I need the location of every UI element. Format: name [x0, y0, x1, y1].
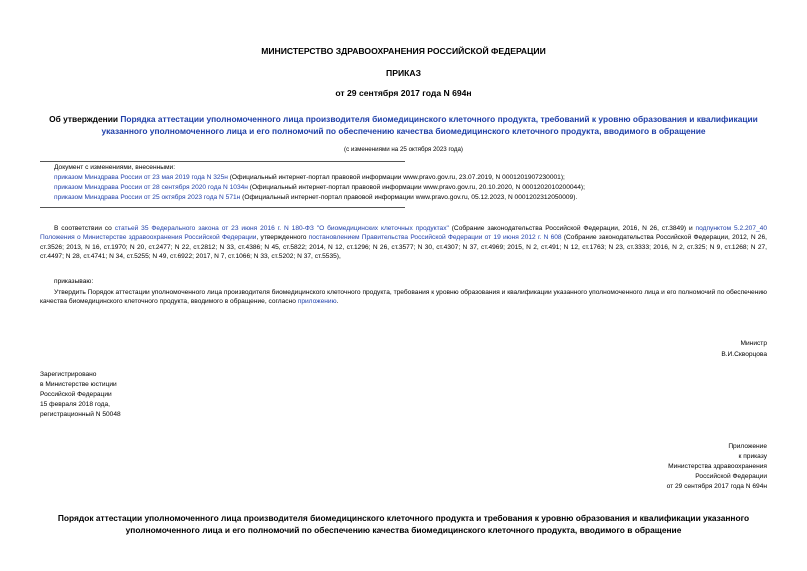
registration-block [40, 370, 290, 419]
amendments-block [54, 164, 774, 203]
title-prefix: Об утверждении [49, 114, 121, 124]
amendments-top-divider [40, 161, 405, 162]
ministry-name: МИНИСТЕРСТВО ЗДРАВООХРАНЕНИЯ РОССИЙСКОЙ ФЕДЕРАЦИИ [261, 46, 546, 56]
regulation-subpoint-link[interactable]: подпунктом 5.2.207_40 Положения о Министерстве здравоохранения Российской Федерации [40, 225, 767, 242]
signature-name: В.И.Скворцова [721, 350, 767, 358]
appendix-line: Приложение [728, 443, 767, 450]
appendix-line: Министерства здравоохранения [668, 462, 767, 470]
amendment-link[interactable]: приказом Минздрава России от 23 мая 2019 года N 325н [54, 173, 228, 181]
amendment-item: приказом Минздрава России от 23 мая 2019 года N 325н (Официальный интернет-портал правовой информации www.pravo.gov.ru, 23.07.2019, N 0001201907230001); [54, 173, 565, 181]
amendment-link[interactable]: приказом Минздрава России от 28 сентября 2020 года N 1034н [54, 183, 248, 191]
appendix-header [500, 442, 767, 491]
order-paragraph: Утвердить Порядок аттестации уполномоченного лица производителя биомедицинского клеточного продукта, требования к уровню образования и квалификации указанного уполномоченного лица и его полномочий по обеспечению качества биомедицинского клеточного продукта, вводимого в обращение, согласно приложению. [40, 289, 767, 306]
government-decree-link[interactable]: постановлением Правительства Российской Федерации от 19 июня 2012 г. N 608 [308, 234, 562, 242]
signature-position: Министр [740, 340, 767, 347]
appendix-line: к приказу [738, 452, 767, 460]
document-type: ПРИКАЗ [386, 68, 421, 78]
amendments-bottom-divider [40, 207, 405, 208]
registration-line: в Министерстве юстиции [40, 380, 117, 388]
registration-line: Зарегистрировано [40, 371, 97, 378]
document-date-number: от 29 сентября 2017 года N 694н [335, 88, 472, 98]
appendix-title: Порядок аттестации уполномоченного лица производителя биомедицинского клеточного продукта и требования к уровню образования и квалификации указанного уполномоченного лица и его полномочий по обеспечению качества биомедицинского клеточного продукта, вводимого в обращение [57, 513, 750, 535]
revision-note: (с изменениями на 25 октября 2023 года) [344, 146, 463, 153]
amendment-item: приказом Минздрава России от 25 октября 2023 года N 571н (Официальный интернет-портал правовой информации www.pravo.gov.ru, 05.12.2023, N 0001202312050009). [54, 193, 578, 201]
amendments-intro: Документ с изменениями, внесенными: [54, 164, 176, 171]
amendment-link[interactable]: приказом Минздрава России от 25 октября 2023 года N 571н [54, 193, 241, 201]
signature-block [500, 340, 767, 360]
order-word: приказываю: [54, 278, 94, 285]
document-title [40, 114, 767, 138]
registration-line: регистрационный N 50048 [40, 410, 121, 418]
appendix-link[interactable]: приложению [297, 298, 337, 306]
preamble-paragraph: В соответствии со статьей 35 Федерального закона от 23 июня 2016 г. N 180-ФЗ "О биомедицинских клеточных продуктах" (Собрание законодательства Российской Федерации, 2016, N 26, ст.3849) и подпунктом 5.2.207_40 Положения о Министерстве здравоохранения Российской Федерации, утвержденного постановлением Правительства Российской Федерации от 19 июня 2012 г. N 608 (Собрание законодательства Российской Федерации, 2012, N 26, ст.3526; 2013, N 16, ст.1970; N 20, ст.2477; N 22, ст.2812; N 33, ст.4386; N 45, ст.5822; 2014, N 12, ст.1296; N 26, ст.3577; N 30, ст.4307; N 37, ст.4969; 2015, N 2, ст.491; N 12, ст.1763; N 23, ст.3333; 2016, N 2, ст.325; N 9, ст.1268; N 27, ст.4497; N 28, ст.4741; N 34, ст.5255; N 49, ст.6922; 2017, N 7, ст.1066; N 33, ст.5202; N 37, ст.5535), [40, 225, 767, 261]
appendix-line: от 29 сентября 2017 года N 694н [666, 482, 767, 490]
registration-line: Российской Федерации [40, 390, 112, 398]
amendment-item: приказом Минздрава России от 28 сентября 2020 года N 1034н (Официальный интернет-портал правовой информации www.pravo.gov.ru, 20.10.2020, N 0001202010200044); [54, 183, 585, 191]
appendix-line: Российской Федерации [695, 472, 767, 480]
title-link[interactable]: Порядка аттестации уполномоченного лица производителя биомедицинского клеточного продукта, требований к уровню образования и квалификации указанного уполномоченного лица и его полномочий по обеспечению качества биомедицинского клеточного продукта, вводимого в обращение [101, 114, 758, 136]
registration-line: 15 февраля 2018 года, [40, 400, 110, 408]
law-article-link[interactable]: статьей 35 Федерального закона от 23 июня 2016 г. N 180-ФЗ "О биомедицинских клеточных продуктах" [114, 225, 449, 232]
